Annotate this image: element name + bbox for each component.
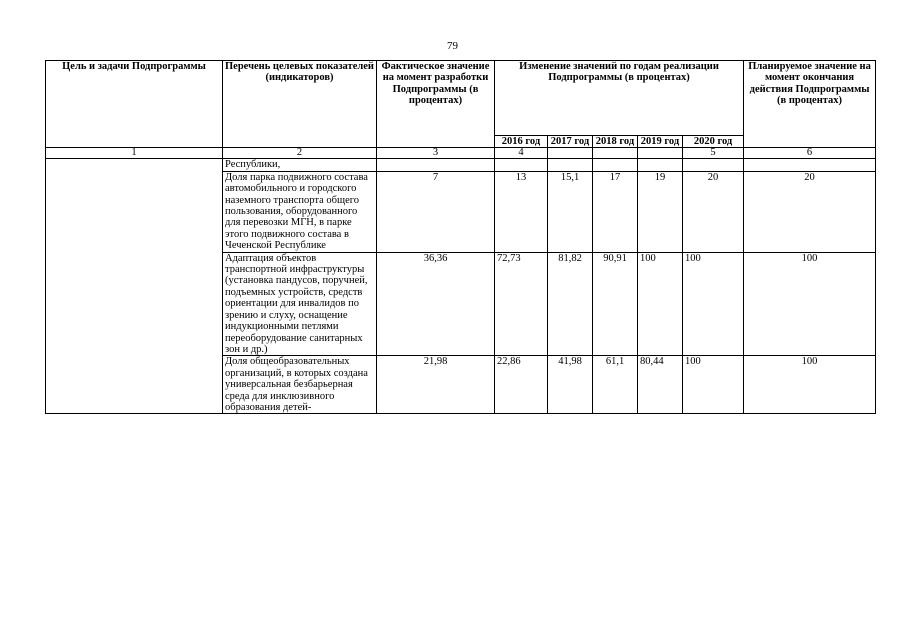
year-value-2020: 20 <box>683 171 744 252</box>
actual-value <box>377 159 495 171</box>
year-value-2016 <box>495 159 548 171</box>
header-year-2020: 2020 год <box>683 136 744 148</box>
year-value-2020 <box>683 159 744 171</box>
header-indicators: Перечень целевых показателей (индикаторов) <box>223 61 377 148</box>
indicator-cell: Республики, <box>223 159 377 171</box>
year-value-2017 <box>548 159 593 171</box>
year-value-2018: 61,1 <box>593 356 638 414</box>
header-goal: Цель и задачи Подпрограммы <box>46 61 223 148</box>
indicator-cell: Доля общеобразовательных организаций, в которых создана универсальная безбарьерная среда для инклюзивного образования детей- <box>223 356 377 414</box>
year-value-2016: 13 <box>495 171 548 252</box>
header-planned: Планируемое значение на момент окончания действия Подпрограммы (в процентах) <box>744 61 876 148</box>
year-value-2020: 100 <box>683 252 744 356</box>
planned-value: 100 <box>744 252 876 356</box>
column-number: 3 <box>377 148 495 159</box>
header-year-2018: 2018 год <box>593 136 638 148</box>
year-value-2020: 100 <box>683 356 744 414</box>
planned-value: 100 <box>744 356 876 414</box>
year-value-2017: 81,82 <box>548 252 593 356</box>
column-numbers-row <box>46 148 876 159</box>
table-row <box>46 159 876 171</box>
year-value-2019: 100 <box>638 252 683 356</box>
header-year-2017: 2017 год <box>548 136 593 148</box>
year-value-2016: 22,86 <box>495 356 548 414</box>
actual-value: 36,36 <box>377 252 495 356</box>
year-value-2018: 17 <box>593 171 638 252</box>
planned-value <box>744 159 876 171</box>
page-number: 79 <box>447 40 458 52</box>
column-number: 1 <box>46 148 223 159</box>
indicators-table <box>45 60 876 414</box>
year-value-2018 <box>593 159 638 171</box>
year-value-2017: 15,1 <box>548 171 593 252</box>
planned-value: 20 <box>744 171 876 252</box>
actual-value: 21,98 <box>377 356 495 414</box>
column-number <box>548 148 593 159</box>
year-value-2018: 90,91 <box>593 252 638 356</box>
header-year-2016: 2016 год <box>495 136 548 148</box>
year-value-2019 <box>638 159 683 171</box>
header-actual: Фактическое значение на момент разработки Подпрограммы (в процентах) <box>377 61 495 148</box>
indicator-cell: Адаптация объектов транспортной инфраструктуры (установка пандусов, поручней, подъемных устройств, средств ориентации для инвалидов по зрению и слуху, оснащение индукционными петлями переоборудование санитарных зон и др.) <box>223 252 377 356</box>
year-value-2017: 41,98 <box>548 356 593 414</box>
column-number: 2 <box>223 148 377 159</box>
column-number: 5 <box>683 148 744 159</box>
year-value-2019: 19 <box>638 171 683 252</box>
goal-cell <box>46 159 223 414</box>
column-number: 4 <box>495 148 548 159</box>
header-change: Изменение значений по годам реализации Подпрограммы (в процентах) <box>495 61 744 136</box>
year-value-2016: 72,73 <box>495 252 548 356</box>
indicator-cell: Доля парка подвижного состава автомобильного и городского наземного транспорта общего пользования, оборудованного для перевозки МГН, в парке этого подвижного состава в Чеченской Республике <box>223 171 377 252</box>
column-number: 6 <box>744 148 876 159</box>
header-row <box>46 61 876 136</box>
column-number <box>638 148 683 159</box>
actual-value: 7 <box>377 171 495 252</box>
year-value-2019: 80,44 <box>638 356 683 414</box>
column-number <box>593 148 638 159</box>
header-year-2019: 2019 год <box>638 136 683 148</box>
